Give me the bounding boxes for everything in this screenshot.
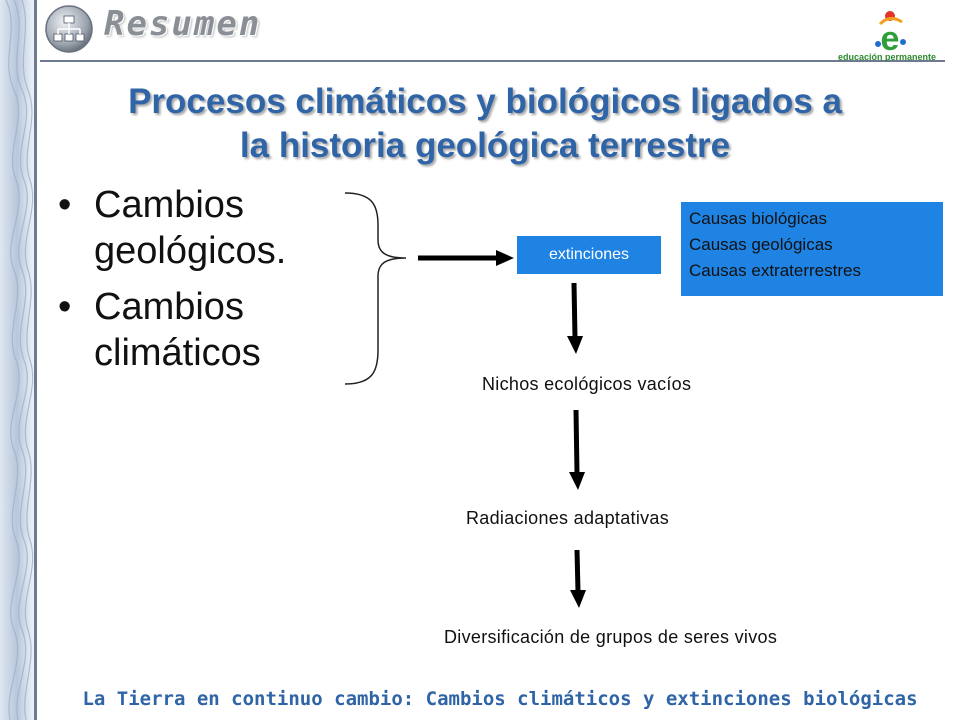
arrowhead-down-1 xyxy=(567,336,583,354)
bullet-dot-icon: • xyxy=(58,184,72,226)
curly-brace xyxy=(345,193,406,384)
arrow-down-2 xyxy=(576,410,577,474)
arrowhead-right xyxy=(496,250,514,266)
stage-empty-niches: Nichos ecológicos vacíos xyxy=(482,374,692,394)
page-title-line-1: Procesos climáticos y biológicos ligados a xyxy=(128,82,842,121)
cause-item: Causas geológicas xyxy=(689,235,833,254)
arrowhead-down-3 xyxy=(570,590,586,608)
bullet-line: geológicos. xyxy=(94,230,287,272)
stage-diversification: Diversificación de grupos de seres vivos xyxy=(444,627,778,647)
arrowhead-down-2 xyxy=(569,472,585,490)
page-title-line-2: la historia geológica terrestre xyxy=(239,126,731,165)
section-title: Resumen xyxy=(104,4,262,44)
cause-item: Causas extraterrestres xyxy=(689,261,861,280)
bullet-line: Cambios xyxy=(94,184,244,226)
causes-box xyxy=(681,202,943,296)
cause-item: Causas biológicas xyxy=(689,209,827,228)
brand-label: educación permanente xyxy=(838,52,937,62)
footer-title: La Tierra en continuo cambio: Cambios climáticos y extinciones biológicas xyxy=(82,688,918,710)
svg-text:e: e xyxy=(880,20,900,58)
arrow-down-1 xyxy=(574,283,575,338)
extinctions-box: extinciones xyxy=(517,236,661,274)
bullet-line: Cambios xyxy=(94,286,244,328)
arrow-down-3 xyxy=(577,550,578,592)
stage-adaptive-radiation: Radiaciones adaptativas xyxy=(466,508,670,528)
bullet-line: climáticos xyxy=(94,332,261,374)
bullet-dot-icon: • xyxy=(58,286,72,328)
